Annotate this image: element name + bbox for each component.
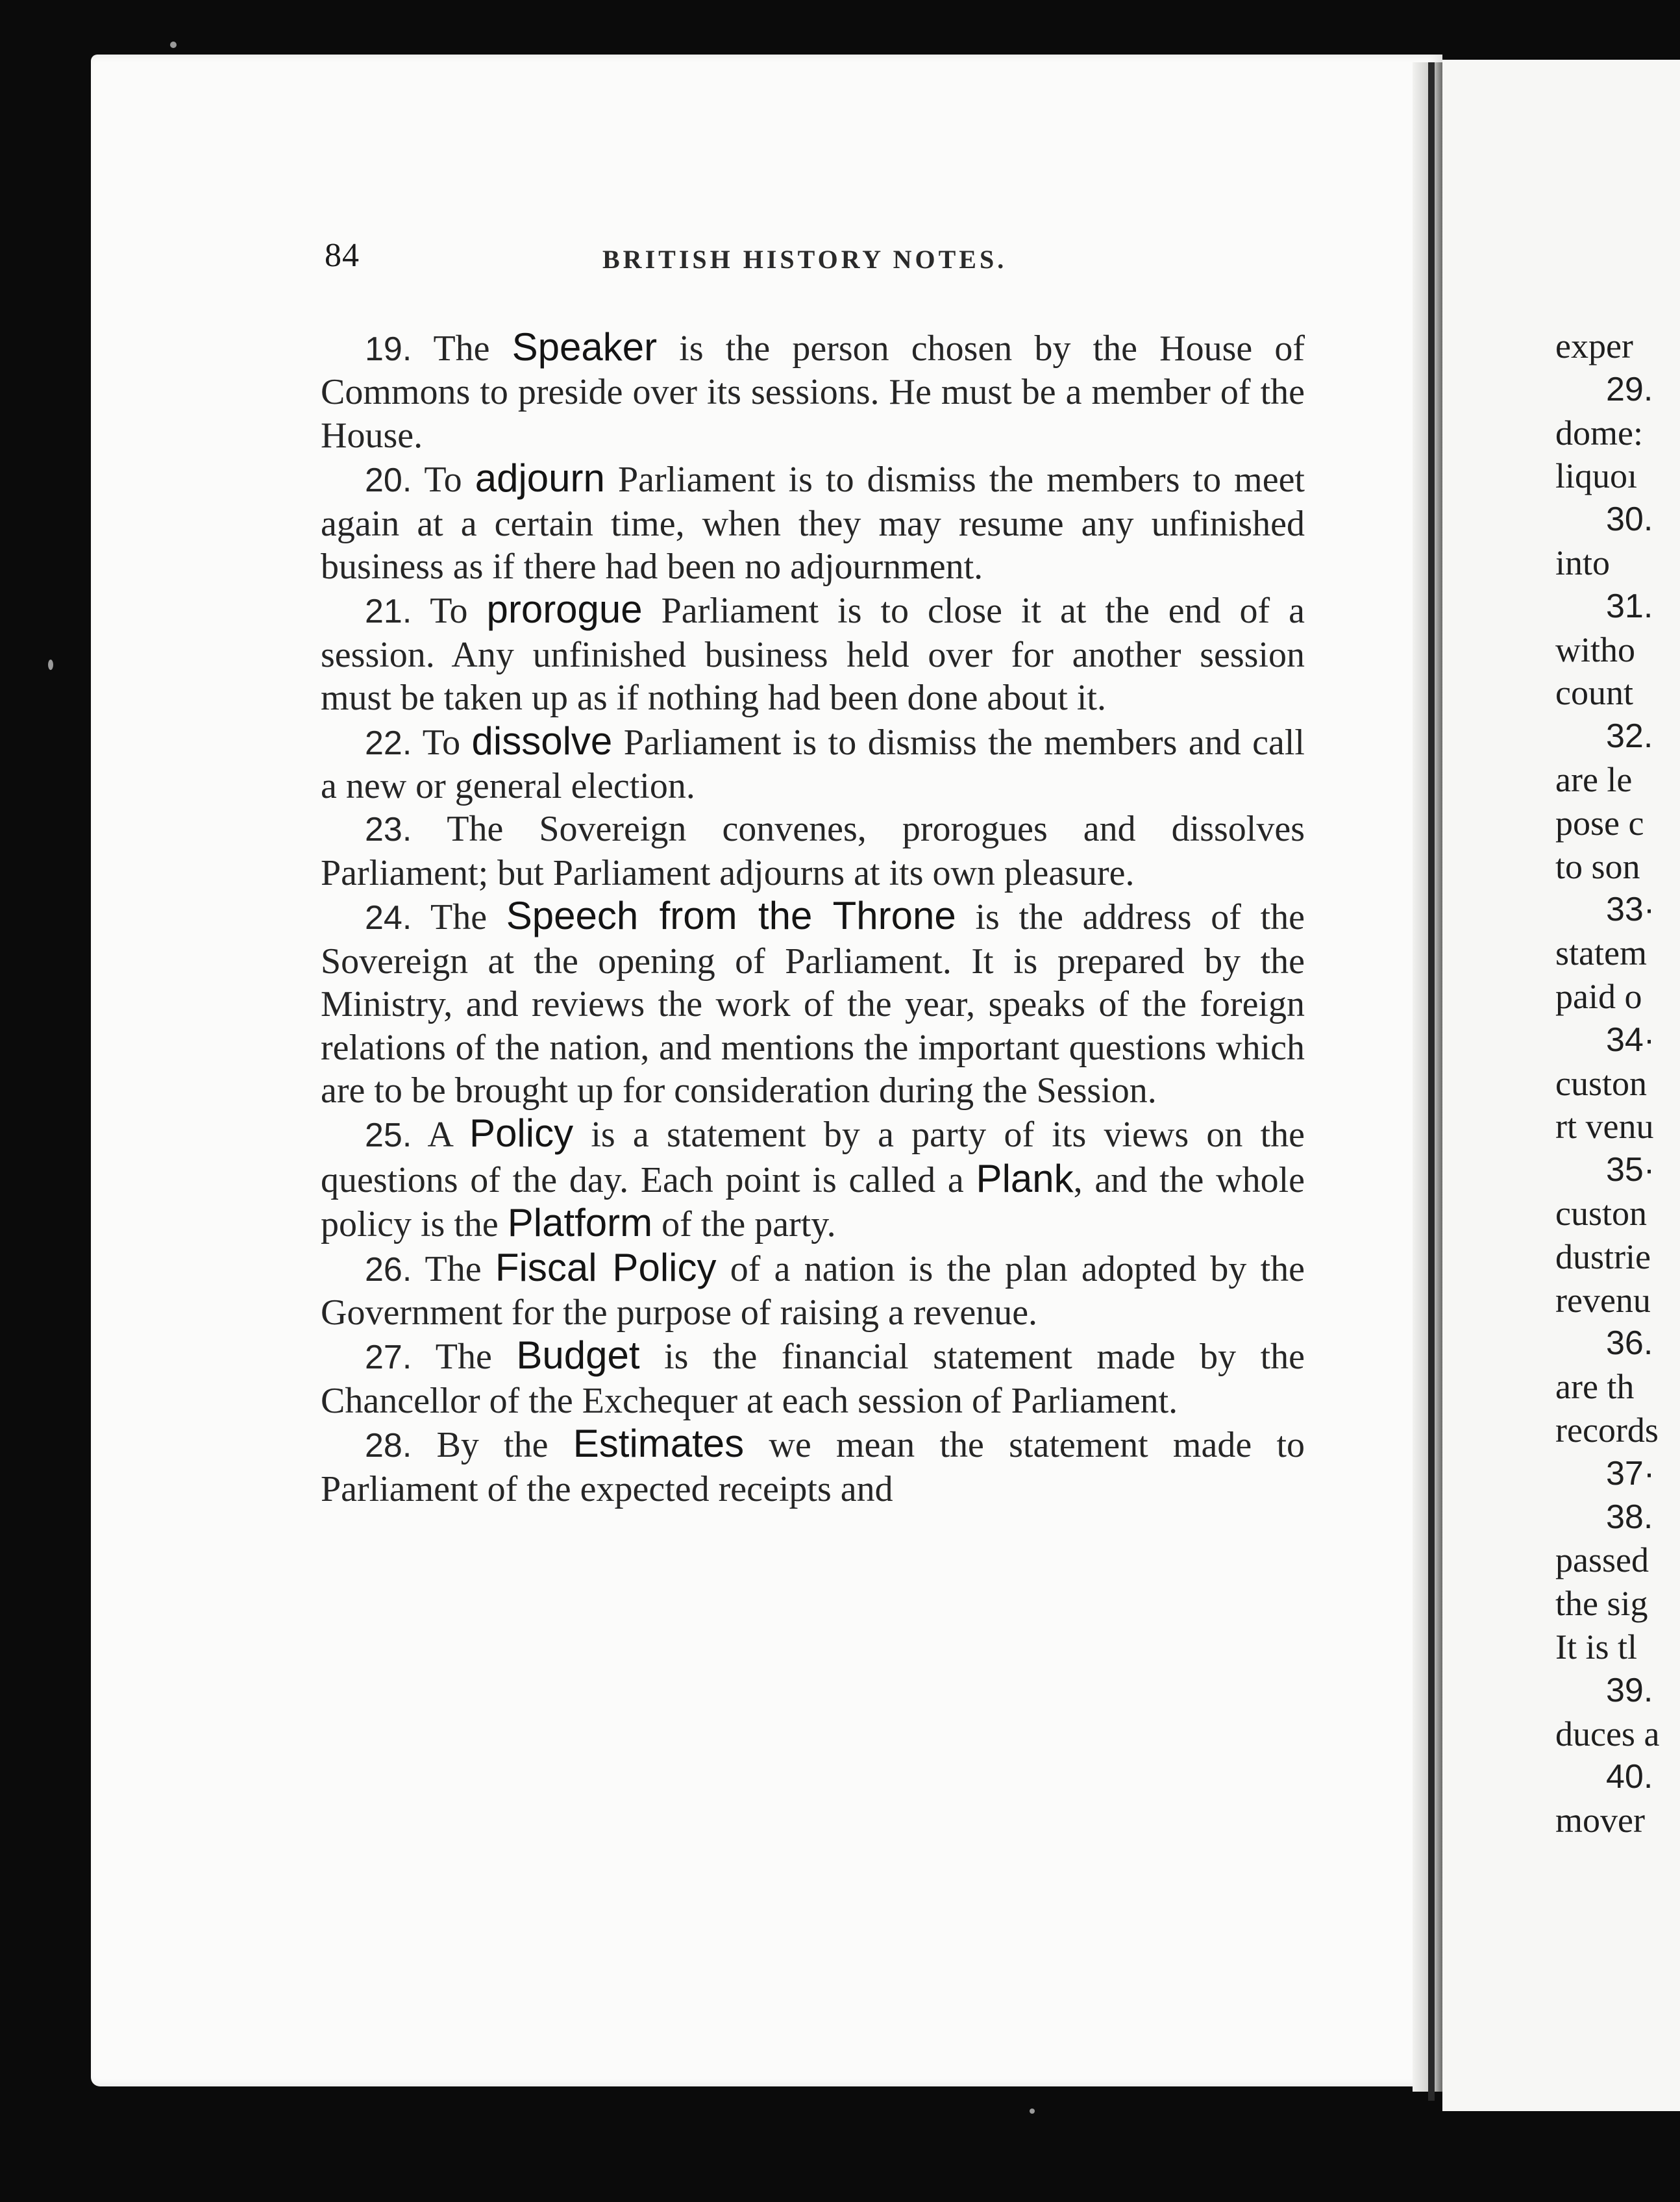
facing-line: custon: [1555, 1063, 1647, 1103]
facing-line: dome:: [1555, 413, 1643, 452]
paragraph-text: The Sovereign convenes, prorogues and dissolves Parliament; but Parliament adjourns at its own pleasure.: [321, 809, 1305, 893]
item-number: 21.: [365, 593, 412, 631]
defined-term: Speaker: [512, 325, 658, 369]
defined-term: Plank: [976, 1156, 1074, 1200]
item-number: 26.: [365, 1250, 412, 1289]
facing-line: rt venu: [1555, 1107, 1654, 1146]
paragraph-text: Parliament is to dismiss the members to meet again at a certain time, when they may resume any unfinished business as if there had been no adjournment.: [321, 460, 1305, 588]
paragraph-19: [321, 326, 1305, 457]
item-number: 22.: [365, 724, 412, 762]
facing-line: duces a: [1555, 1714, 1660, 1753]
paragraph-text: of the party.: [661, 1204, 836, 1245]
item-number: 24.: [365, 899, 412, 937]
item-number: 25.: [365, 1117, 412, 1155]
book-gutter: [1413, 62, 1442, 2092]
paragraph-text: is a statement by a party of its views on the questions of the day. Each point is called a: [321, 1115, 1305, 1200]
facing-item-number: 39.: [1606, 1671, 1653, 1709]
item-number: 23.: [365, 811, 412, 849]
item-number: 19.: [365, 330, 412, 368]
defined-term: dissolve: [471, 719, 613, 763]
defined-term: Budget: [516, 1333, 640, 1378]
defined-term: adjourn: [475, 456, 605, 501]
facing-item-number: 29.: [1606, 370, 1653, 408]
facing-line: into: [1555, 543, 1611, 582]
paragraph-23: [321, 808, 1305, 895]
paragraph-text: To: [430, 591, 468, 632]
facing-item-number: 36.: [1606, 1324, 1653, 1363]
body-text: [321, 326, 1305, 1511]
facing-item-number: 35·: [1606, 1151, 1655, 1189]
paragraph-text: Parliament is to close it at the end of a session. Any unfinished business held over for another session must be taken up as if nothing had been done about it.: [321, 591, 1305, 719]
paragraph-text: is the address of the Sovereign at the opening of Parliament. It is prepared by the Ministry, and reviews the work of the year, speaks of the foreign relations of the nation, and mentions the important questions which are to be brought up for consideration during the Session.: [321, 897, 1305, 1111]
defined-term: Fiscal Policy: [495, 1245, 717, 1289]
facing-line: passed: [1555, 1540, 1649, 1580]
facing-line: pose c: [1555, 803, 1644, 843]
item-number: 28.: [365, 1427, 412, 1465]
facing-item-number: 38.: [1606, 1498, 1653, 1536]
item-number: 27.: [365, 1339, 412, 1377]
scan-speck: [1030, 2109, 1035, 2114]
facing-line: It is tl: [1555, 1627, 1638, 1666]
facing-line: revenu: [1555, 1280, 1651, 1320]
paragraph-text: The: [435, 1337, 492, 1378]
paragraph-text: , and the whole policy is the: [321, 1159, 1305, 1245]
defined-term: Policy: [469, 1111, 574, 1156]
facing-line: statem: [1555, 934, 1647, 973]
defined-term: Speech from the Throne: [506, 894, 956, 938]
paragraph-27: [321, 1334, 1305, 1422]
facing-line: custon: [1555, 1193, 1647, 1233]
paragraph-text: To: [422, 722, 461, 763]
paragraph-text: By the: [436, 1425, 549, 1466]
facing-item-number: 34·: [1606, 1021, 1655, 1059]
facing-line: to son: [1555, 847, 1640, 886]
facing-line: are th: [1555, 1367, 1635, 1407]
paragraph-text: is the financial statement made by the Chancellor of the Exchequer at each session of Parliament.: [321, 1337, 1305, 1421]
paragraph-21: [321, 588, 1305, 719]
facing-line: are le: [1555, 760, 1633, 799]
paragraph-text: The: [430, 897, 488, 938]
running-title: BRITISH HISTORY NOTES.: [602, 245, 1007, 274]
paragraph-24: [321, 895, 1305, 1112]
facing-line: dustrie: [1555, 1237, 1651, 1276]
paragraph-20: [321, 457, 1305, 588]
paragraph-text: The: [425, 1248, 482, 1289]
paragraph-28: [321, 1422, 1305, 1511]
facing-line: count: [1555, 673, 1633, 713]
paragraph-text: is the person chosen by the House of Commons to preside over its sessions. He must be a member of the House.: [321, 328, 1305, 456]
paragraph-22: [321, 720, 1305, 808]
facing-item-number: 33·: [1606, 891, 1655, 929]
defined-term: Estimates: [573, 1422, 745, 1466]
facing-line: paid o: [1555, 976, 1642, 1016]
paragraph-25: [321, 1112, 1305, 1246]
facing-line: the sig: [1555, 1584, 1648, 1624]
scan-speck: [48, 660, 53, 670]
facing-line: mover: [1555, 1801, 1645, 1840]
facing-item-number: 30.: [1606, 501, 1653, 539]
paragraph-text: To: [424, 460, 462, 501]
scan-speck: [170, 42, 177, 48]
facing-page-text: [1555, 325, 1680, 1842]
facing-line: witho: [1555, 630, 1636, 669]
defined-term: Platform: [507, 1201, 653, 1245]
paragraph-26: [321, 1246, 1305, 1335]
facing-item-number: 31.: [1606, 587, 1653, 625]
facing-item-number: 32.: [1606, 717, 1653, 756]
paragraph-text: The: [433, 328, 490, 369]
facing-line: exper: [1555, 327, 1633, 365]
item-number: 20.: [365, 462, 412, 500]
paragraph-text: of a nation is the plan adopted by the Government for the purpose of raising a revenue.: [321, 1248, 1305, 1333]
facing-item-number: 37·: [1606, 1454, 1655, 1492]
defined-term: prorogue: [486, 588, 643, 632]
paragraph-text: A: [427, 1115, 452, 1156]
paragraph-text: Parliament is to dismiss the members and call a new or general election.: [321, 722, 1305, 807]
facing-line: liquoı: [1555, 456, 1638, 496]
facing-line: records: [1555, 1410, 1659, 1450]
book-spine: [1428, 62, 1435, 2101]
facing-item-number: 40.: [1606, 1758, 1653, 1796]
page-header: [325, 236, 1298, 288]
paragraph-text: we mean the statement made to Parliament of the expected receipts and: [321, 1425, 1305, 1509]
page-number: 84: [325, 237, 360, 274]
